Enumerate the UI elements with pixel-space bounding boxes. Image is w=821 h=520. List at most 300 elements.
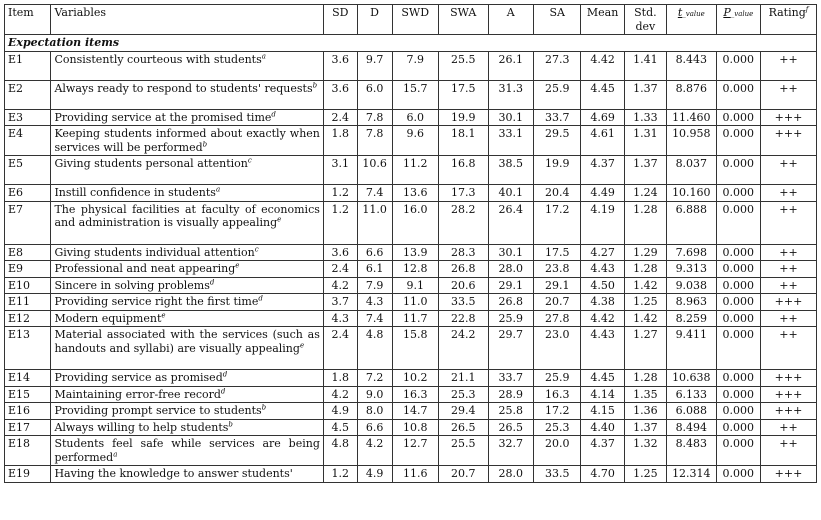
dimension-footnote: b [261,403,267,412]
cell-swd: 11.2 [392,156,438,185]
variable-text: Maintaining error-free record [54,387,221,401]
cell-mean: 4.14 [581,386,624,403]
cell-a: 28.0 [488,261,533,278]
cell-p: 0.000 [716,244,760,261]
cell-d: 7.4 [357,185,392,202]
cell-swd: 13.9 [392,244,438,261]
cell-d: 4.8 [357,327,392,370]
item-code: E15 [5,386,51,403]
header-t-sub: _value [682,10,705,18]
variable-text: Providing service as promised [54,371,223,384]
variable-description [51,109,323,126]
item-code: E9 [5,261,51,278]
cell-sa: 20.0 [533,436,581,466]
section-row [5,35,817,52]
cell-rating: +++ [760,386,816,403]
cell-mean: 4.70 [581,466,624,483]
cell-t: 8.259 [667,310,717,327]
dimension-footnote: d [222,370,228,379]
item-code: E1 [5,51,51,80]
variable-text: Providing service right the first time [54,295,259,308]
variable-text: Consistently courteous with students [54,52,262,66]
dimension-footnote: b [202,139,208,148]
item-code: E10 [5,277,51,294]
item-code: E2 [5,80,51,109]
cell-rating: +++ [760,126,816,156]
cell-mean: 4.27 [581,244,624,261]
section-title: Expectation items [5,35,817,52]
cell-d: 6.0 [357,80,392,109]
table-row [5,109,817,126]
cell-std: 1.37 [624,419,666,436]
variable-description [51,277,323,294]
cell-swd: 15.8 [392,327,438,370]
cell-d: 10.6 [357,156,392,185]
cell-t: 9.411 [667,327,717,370]
cell-rating: ++ [760,419,816,436]
cell-swa: 21.1 [438,370,488,387]
item-code: E4 [5,126,51,156]
cell-swa: 17.3 [438,185,488,202]
variable-description [51,386,323,403]
table-row [5,277,817,294]
variable-description [51,185,323,202]
cell-swa: 26.5 [438,419,488,436]
cell-t: 11.460 [667,109,717,126]
cell-d: 8.0 [357,403,392,420]
cell-std: 1.28 [624,261,666,278]
cell-t: 8.443 [667,51,717,80]
cell-rating: +++ [760,109,816,126]
cell-p: 0.000 [716,156,760,185]
item-code: E14 [5,370,51,387]
cell-d: 6.6 [357,419,392,436]
cell-p: 0.000 [716,419,760,436]
cell-a: 29.1 [488,277,533,294]
cell-swa: 24.2 [438,327,488,370]
item-code: E11 [5,294,51,311]
cell-mean: 4.37 [581,156,624,185]
cell-sd: 1.2 [323,201,357,244]
cell-std: 1.37 [624,156,666,185]
variable-description [51,327,323,370]
table-row [5,466,817,483]
variable-text: Giving students individual attention [54,245,255,259]
cell-sa: 29.1 [533,277,581,294]
cell-swd: 15.7 [392,80,438,109]
variable-text: Always willing to help students [54,420,229,434]
cell-p: 0.000 [716,51,760,80]
cell-p: 0.000 [716,126,760,156]
dimension-footnote: a [215,185,221,194]
header-rating [760,5,816,35]
variable-description [51,419,323,436]
cell-swa: 20.6 [438,277,488,294]
cell-swa: 25.5 [438,436,488,466]
expectation-items-table [4,4,817,483]
cell-sa: 17.5 [533,244,581,261]
cell-mean: 4.50 [581,277,624,294]
variable-description [51,310,323,327]
table-row [5,185,817,202]
cell-swd: 11.6 [392,466,438,483]
cell-rating: +++ [760,403,816,420]
cell-std: 1.33 [624,109,666,126]
cell-sd: 4.2 [323,386,357,403]
dimension-footnote: c [254,244,259,253]
cell-p: 0.000 [716,310,760,327]
variable-description [51,126,323,156]
variable-text: Professional and neat appearing [54,262,236,275]
variable-description [51,370,323,387]
cell-p: 0.000 [716,386,760,403]
cell-sd: 2.4 [323,261,357,278]
cell-t: 8.963 [667,294,717,311]
table-row [5,126,817,156]
variable-description [51,244,323,261]
table-row [5,386,817,403]
cell-d: 4.2 [357,436,392,466]
cell-mean: 4.40 [581,419,624,436]
cell-std: 1.29 [624,244,666,261]
cell-swd: 9.6 [392,126,438,156]
cell-d: 6.6 [357,244,392,261]
cell-a: 26.4 [488,201,533,244]
cell-t: 6.888 [667,201,717,244]
cell-mean: 4.43 [581,261,624,278]
dimension-footnote: e [235,261,240,270]
cell-t: 12.314 [667,466,717,483]
variable-description [51,261,323,278]
cell-sa: 17.2 [533,403,581,420]
cell-sd: 1.8 [323,126,357,156]
variable-text: The physical facilities at faculty of economics and administration is visually appealing [54,202,320,229]
cell-swd: 7.9 [392,51,438,80]
dimension-footnote: d [220,386,226,395]
variable-description [51,294,323,311]
header-sa: SA [533,5,581,35]
cell-rating: ++ [760,310,816,327]
cell-t: 8.876 [667,80,717,109]
cell-sa: 19.9 [533,156,581,185]
cell-std: 1.36 [624,403,666,420]
header-p-value [716,5,760,35]
cell-sd: 2.4 [323,109,357,126]
header-p-sub: _value [730,10,754,18]
cell-p: 0.000 [716,294,760,311]
variable-description [51,80,323,109]
cell-a: 33.1 [488,126,533,156]
item-code: E19 [5,466,51,483]
cell-mean: 4.69 [581,109,624,126]
cell-rating: ++ [760,436,816,466]
cell-sd: 4.3 [323,310,357,327]
cell-a: 28.9 [488,386,533,403]
cell-p: 0.000 [716,185,760,202]
cell-d: 7.9 [357,277,392,294]
cell-std: 1.32 [624,436,666,466]
cell-sd: 3.7 [323,294,357,311]
cell-swa: 28.3 [438,244,488,261]
variable-text: Students feel safe while services are being performed [54,437,320,464]
variable-text: Modern equipment [54,311,162,325]
variable-text: Keeping students informed about exactly when services will be performed [54,127,320,154]
cell-std: 1.37 [624,80,666,109]
cell-sd: 3.6 [323,244,357,261]
table-row [5,310,817,327]
cell-mean: 4.49 [581,185,624,202]
cell-rating: ++ [760,244,816,261]
cell-rating: +++ [760,466,816,483]
table-row [5,156,817,185]
cell-sa: 16.3 [533,386,581,403]
cell-sa: 23.0 [533,327,581,370]
dimension-footnote: a [113,449,118,458]
dimension-footnote: d [271,109,276,118]
cell-t: 10.160 [667,185,717,202]
variable-description [51,403,323,420]
cell-t: 6.088 [667,403,717,420]
cell-a: 33.7 [488,370,533,387]
header-t-main: t [677,6,683,19]
cell-swd: 14.7 [392,403,438,420]
cell-a: 31.3 [488,80,533,109]
cell-sa: 17.2 [533,201,581,244]
cell-a: 26.5 [488,419,533,436]
cell-p: 0.000 [716,370,760,387]
cell-p: 0.000 [716,327,760,370]
item-code: E13 [5,327,51,370]
cell-std: 1.25 [624,466,666,483]
table-row [5,419,817,436]
cell-rating: ++ [760,201,816,244]
cell-swd: 11.7 [392,310,438,327]
cell-sa: 25.9 [533,80,581,109]
cell-d: 9.0 [357,386,392,403]
cell-sd: 4.2 [323,277,357,294]
cell-swd: 10.8 [392,419,438,436]
cell-sd: 4.9 [323,403,357,420]
variable-text: Material associated with the services (such as handouts and syllabi) are visually appealing [54,328,320,355]
item-code: E5 [5,156,51,185]
cell-sd: 1.2 [323,466,357,483]
cell-d: 6.1 [357,261,392,278]
cell-sa: 25.3 [533,419,581,436]
cell-sa: 27.3 [533,51,581,80]
header-a: A [488,5,533,35]
header-std-dev: Std. dev [624,5,666,35]
cell-d: 4.9 [357,466,392,483]
cell-mean: 4.37 [581,436,624,466]
cell-mean: 4.45 [581,370,624,387]
cell-swa: 26.8 [438,261,488,278]
cell-swd: 6.0 [392,109,438,126]
cell-p: 0.000 [716,436,760,466]
cell-t: 7.698 [667,244,717,261]
cell-sd: 3.6 [323,51,357,80]
cell-mean: 4.42 [581,51,624,80]
header-swd: SWD [392,5,438,35]
cell-rating: ++ [760,185,816,202]
variable-text: Having the knowledge to answer students' [54,467,293,480]
cell-sa: 20.4 [533,185,581,202]
variable-text: Sincere in solving problems [54,278,210,292]
header-p-main: P [723,6,731,19]
cell-swa: 29.4 [438,403,488,420]
item-code: E7 [5,201,51,244]
item-code: E17 [5,419,51,436]
cell-rating: ++ [760,156,816,185]
cell-sd: 3.6 [323,80,357,109]
cell-swa: 25.3 [438,386,488,403]
cell-sa: 27.8 [533,310,581,327]
cell-sd: 4.5 [323,419,357,436]
cell-swa: 16.8 [438,156,488,185]
cell-mean: 4.45 [581,80,624,109]
cell-sa: 23.8 [533,261,581,278]
cell-p: 0.000 [716,261,760,278]
dimension-footnote: e [161,310,166,319]
cell-a: 25.9 [488,310,533,327]
dimension-footnote: c [247,156,252,165]
cell-swd: 12.7 [392,436,438,466]
cell-std: 1.31 [624,126,666,156]
cell-sa: 25.9 [533,370,581,387]
cell-sa: 20.7 [533,294,581,311]
cell-rating: ++ [760,261,816,278]
cell-swd: 10.2 [392,370,438,387]
cell-a: 40.1 [488,185,533,202]
cell-sd: 2.4 [323,327,357,370]
item-code: E12 [5,310,51,327]
cell-p: 0.000 [716,109,760,126]
cell-p: 0.000 [716,466,760,483]
cell-sd: 1.8 [323,370,357,387]
table-row [5,80,817,109]
variable-description [51,436,323,466]
cell-std: 1.28 [624,201,666,244]
cell-t: 8.494 [667,419,717,436]
cell-rating: +++ [760,294,816,311]
cell-rating: ++ [760,277,816,294]
cell-std: 1.42 [624,310,666,327]
item-code: E16 [5,403,51,420]
cell-p: 0.000 [716,201,760,244]
cell-rating: ++ [760,80,816,109]
cell-mean: 4.19 [581,201,624,244]
dimension-footnote: e [277,215,282,224]
cell-rating: ++ [760,327,816,370]
cell-swd: 12.8 [392,261,438,278]
cell-t: 6.133 [667,386,717,403]
variable-text: Instill confidence in students [54,186,216,199]
cell-a: 30.1 [488,109,533,126]
header-t-value [667,5,717,35]
table-row [5,201,817,244]
table-row [5,51,817,80]
cell-a: 38.5 [488,156,533,185]
table-row [5,403,817,420]
cell-mean: 4.43 [581,327,624,370]
cell-std: 1.41 [624,51,666,80]
table-row [5,370,817,387]
cell-std: 1.24 [624,185,666,202]
variable-text: Providing service at the promised time [54,110,272,124]
cell-d: 4.3 [357,294,392,311]
table-row [5,261,817,278]
header-mean: Mean [581,5,624,35]
cell-sd: 1.2 [323,185,357,202]
cell-a: 25.8 [488,403,533,420]
cell-t: 8.037 [667,156,717,185]
cell-d: 7.4 [357,310,392,327]
table-row [5,436,817,466]
dimension-footnote: b [312,80,318,89]
variable-description [51,156,323,185]
cell-std: 1.25 [624,294,666,311]
cell-swa: 17.5 [438,80,488,109]
item-code: E8 [5,244,51,261]
cell-a: 26.1 [488,51,533,80]
table-row [5,327,817,370]
variable-description [51,51,323,80]
cell-t: 8.483 [667,436,717,466]
cell-sa: 33.5 [533,466,581,483]
cell-swd: 13.6 [392,185,438,202]
cell-d: 7.8 [357,109,392,126]
table-row [5,294,817,311]
header-variables: Variables [51,5,323,35]
cell-rating: +++ [760,370,816,387]
cell-d: 7.2 [357,370,392,387]
cell-d: 7.8 [357,126,392,156]
cell-t: 9.313 [667,261,717,278]
cell-mean: 4.61 [581,126,624,156]
variable-description [51,466,323,483]
cell-swd: 9.1 [392,277,438,294]
cell-swd: 11.0 [392,294,438,311]
cell-t: 10.638 [667,370,717,387]
header-rating-sup: f [805,5,809,14]
header-d: D [357,5,392,35]
cell-swa: 19.9 [438,109,488,126]
cell-swa: 22.8 [438,310,488,327]
cell-std: 1.42 [624,277,666,294]
item-code: E3 [5,109,51,126]
cell-rating: ++ [760,51,816,80]
variable-text: Giving students personal attention [54,157,248,170]
cell-t: 10.958 [667,126,717,156]
cell-std: 1.27 [624,327,666,370]
cell-a: 30.1 [488,244,533,261]
cell-d: 11.0 [357,201,392,244]
cell-a: 29.7 [488,327,533,370]
cell-t: 9.038 [667,277,717,294]
cell-swa: 18.1 [438,126,488,156]
header-item: Item [5,5,51,35]
cell-sa: 33.7 [533,109,581,126]
header-sd: SD [323,5,357,35]
cell-a: 32.7 [488,436,533,466]
cell-swa: 33.5 [438,294,488,311]
cell-swd: 16.0 [392,201,438,244]
dimension-footnote: e [299,340,305,349]
item-code: E18 [5,436,51,466]
cell-std: 1.28 [624,370,666,387]
cell-d: 9.7 [357,51,392,80]
cell-mean: 4.38 [581,294,624,311]
dimension-footnote: b [228,419,233,428]
